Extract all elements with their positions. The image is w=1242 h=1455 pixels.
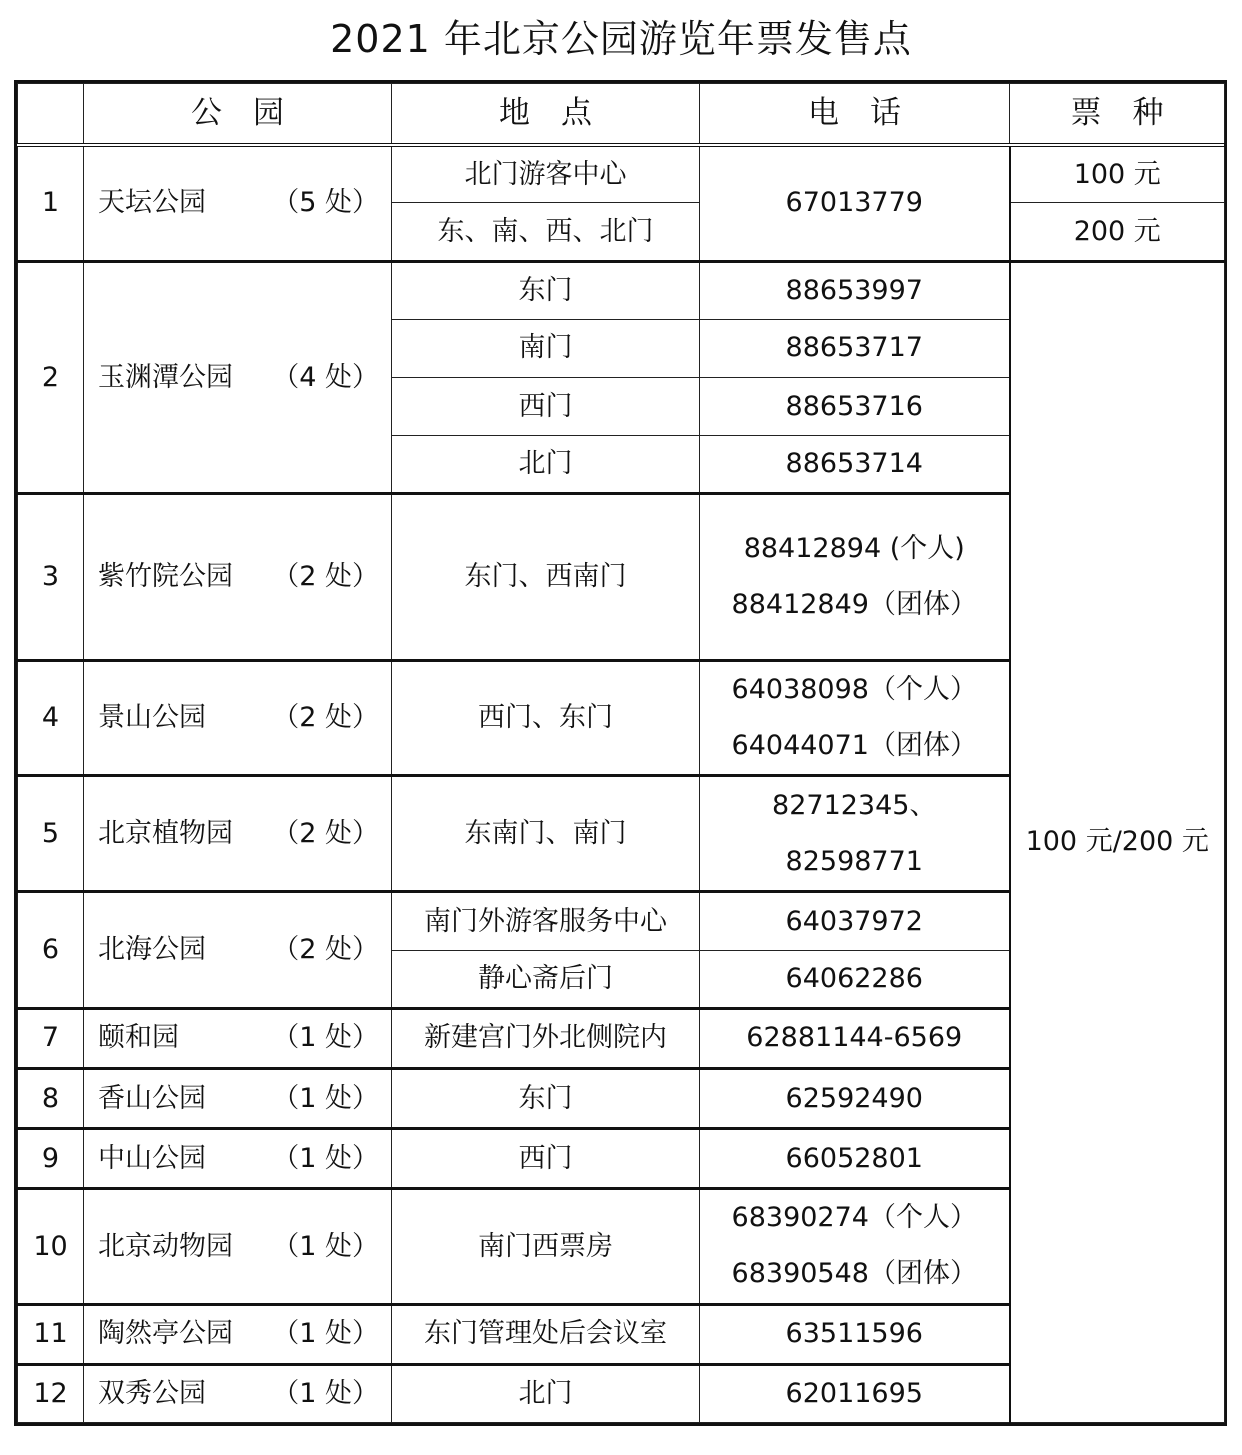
park-name: 玉渊潭公园 [98, 361, 233, 393]
phone-cell: 88653714 [700, 436, 1010, 494]
phone-cell [700, 776, 1010, 892]
park-count: （4 处） [272, 361, 379, 393]
park-name: 北海公园 [98, 934, 206, 966]
row-number: 3 [18, 494, 84, 660]
park-name: 北京动物园 [98, 1230, 233, 1262]
location-cell: 东门管理处后会议室 [392, 1304, 700, 1364]
phone-cell: 64062286 [700, 950, 1010, 1008]
row-number: 1 [18, 145, 84, 261]
park-cell [84, 1364, 392, 1422]
phone-line: 88412849（团体） [731, 588, 977, 620]
park-cell [84, 145, 392, 261]
header-location: 地 点 [392, 84, 700, 145]
phone-line: 82598771 [785, 845, 923, 877]
location-cell: 北门游客中心 [392, 145, 700, 203]
shared-ticket-cell: 100 元/200 元 [1010, 261, 1225, 1422]
phone-line: 82712345、 [772, 789, 937, 821]
park-name: 中山公园 [98, 1142, 206, 1174]
row-number: 6 [18, 892, 84, 1008]
row-number: 2 [18, 261, 84, 494]
phone-cell: 88653716 [700, 377, 1010, 435]
phone-cell: 63511596 [700, 1304, 1010, 1364]
park-count: （2 处） [272, 702, 379, 734]
row-number: 12 [18, 1364, 84, 1422]
phone-line: 68390274（个人） [731, 1202, 977, 1234]
location-cell: 西门 [392, 377, 700, 435]
location-cell: 北门 [392, 436, 700, 494]
location-cell: 北门 [392, 1364, 700, 1422]
park-count: （1 处） [272, 1142, 379, 1174]
row-number: 11 [18, 1304, 84, 1364]
table-row [18, 145, 1225, 203]
header-park: 公 园 [84, 84, 392, 145]
park-cell [84, 1008, 392, 1068]
table-row [18, 261, 1225, 319]
location-cell: 南门西票房 [392, 1189, 700, 1304]
phone-cell: 66052801 [700, 1129, 1010, 1189]
page-title: 2021 年北京公园游览年票发售点 [330, 17, 912, 61]
ticket-outlet-table [14, 80, 1227, 1426]
phone-line: 64038098（个人） [731, 673, 977, 705]
phone-cell: 88653717 [700, 319, 1010, 377]
header-ticket: 票 种 [1010, 84, 1225, 145]
park-name: 香山公园 [98, 1082, 206, 1114]
row-number: 8 [18, 1068, 84, 1128]
header-row [18, 84, 1225, 145]
header-no [18, 84, 84, 145]
phone-cell: 62011695 [700, 1364, 1010, 1422]
row-number: 10 [18, 1189, 84, 1304]
park-cell [84, 776, 392, 892]
park-name: 北京植物园 [98, 817, 233, 849]
phone-line: 64044071（团体） [731, 729, 977, 761]
park-count: （1 处） [272, 1378, 379, 1410]
row-number: 4 [18, 660, 84, 775]
park-count: （2 处） [272, 561, 379, 593]
park-cell [84, 1304, 392, 1364]
park-cell [84, 660, 392, 775]
park-name: 双秀公园 [98, 1378, 206, 1410]
ticket-cell: 200 元 [1010, 203, 1225, 261]
park-name: 景山公园 [98, 702, 206, 734]
location-cell: 新建宫门外北侧院内 [392, 1008, 700, 1068]
phone-line: 68390548（团体） [731, 1258, 977, 1290]
phone-cell [700, 660, 1010, 775]
location-cell: 东南门、南门 [392, 776, 700, 892]
phone-cell: 67013779 [700, 145, 1010, 261]
phone-cell: 64037972 [700, 892, 1010, 950]
park-cell [84, 892, 392, 1008]
phone-line: 88412894 (个人) [743, 532, 965, 564]
park-cell [84, 494, 392, 660]
park-name: 紫竹院公园 [98, 561, 233, 593]
location-cell: 东、南、西、北门 [392, 203, 700, 261]
park-count: （2 处） [272, 934, 379, 966]
location-cell: 东门 [392, 1068, 700, 1128]
row-number: 5 [18, 776, 84, 892]
park-cell [84, 261, 392, 494]
location-cell: 西门 [392, 1129, 700, 1189]
park-cell [84, 1189, 392, 1304]
phone-cell: 88653997 [700, 261, 1010, 319]
row-number: 7 [18, 1008, 84, 1068]
location-cell: 西门、东门 [392, 660, 700, 775]
park-name: 陶然亭公园 [98, 1318, 233, 1350]
ticket-cell: 100 元 [1010, 145, 1225, 203]
park-count: （2 处） [272, 817, 379, 849]
location-cell: 南门外游客服务中心 [392, 892, 700, 950]
park-name: 颐和园 [98, 1022, 179, 1054]
location-cell: 静心斋后门 [392, 950, 700, 1008]
location-cell: 东门 [392, 261, 700, 319]
phone-cell [700, 494, 1010, 660]
phone-cell: 62592490 [700, 1068, 1010, 1128]
park-name: 天坛公园 [98, 187, 206, 219]
phone-cell: 62881144-6569 [700, 1008, 1010, 1068]
park-count: （1 处） [272, 1230, 379, 1262]
location-cell: 南门 [392, 319, 700, 377]
park-count: （5 处） [272, 187, 379, 219]
header-phone: 电 话 [700, 84, 1010, 145]
park-cell [84, 1068, 392, 1128]
location-cell: 东门、西南门 [392, 494, 700, 660]
phone-cell [700, 1189, 1010, 1304]
park-count: （1 处） [272, 1318, 379, 1350]
park-cell [84, 1129, 392, 1189]
row-number: 9 [18, 1129, 84, 1189]
park-count: （1 处） [272, 1082, 379, 1114]
park-count: （1 处） [272, 1022, 379, 1054]
